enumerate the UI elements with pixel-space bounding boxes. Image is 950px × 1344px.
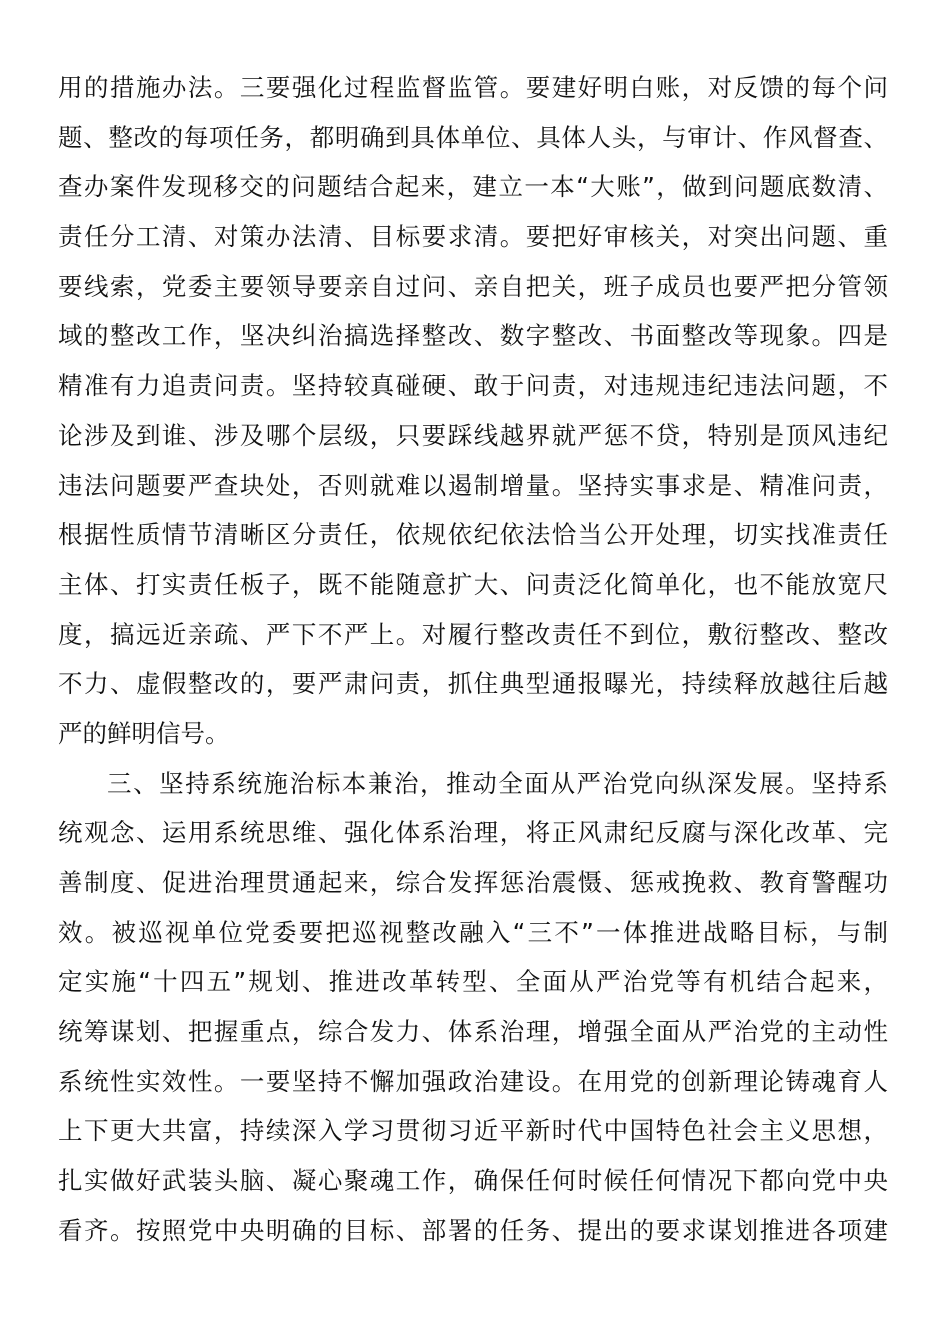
text-line: 统观念、运用系统思维、强化体系治理，将正风肃纪反腐与深化改革、完 bbox=[58, 818, 888, 848]
text-line: 效。被巡视单位党委要把巡视整改融入“三不”一体推进战略目标，与制 bbox=[58, 917, 888, 947]
text-line: 善制度、促进治理贯通起来，综合发挥惩治震慑、惩戒挽救、教育警醒功 bbox=[58, 868, 888, 897]
text-line: 统筹谋划、把握重点，综合发力、体系治理，增强全面从严治党的主动性 bbox=[58, 1017, 888, 1047]
text-line: 定实施“十四五”规划、推进改革转型、全面从严治党等有机结合起来， bbox=[58, 967, 888, 997]
text-line: 查办案件发现移交的问题结合起来，建立一本“大账”，做到问题底数清、 bbox=[58, 172, 888, 202]
text-line: 看齐。按照党中央明确的目标、部署的任务、提出的要求谋划推进各项建 bbox=[58, 1215, 888, 1245]
paragraph-accountability bbox=[58, 63, 888, 759]
section-heading-line: 三、坚持系统施治标本兼治，推动全面从严治党向纵深发展。坚持系 bbox=[107, 768, 888, 798]
text-line: 上下更大共富，持续深入学习贯彻习近平新时代中国特色社会主义思想， bbox=[58, 1116, 888, 1146]
text-line: 用的措施办法。三要强化过程监督监管。要建好明白账，对反馈的每个问 bbox=[58, 73, 888, 102]
text-line: 根据性质情节清晰区分责任，依规依纪依法恰当公开处理，切实找准责任 bbox=[58, 520, 888, 550]
text-line: 域的整改工作，坚决纠治搞选择整改、数字整改、书面整改等现象。四是 bbox=[58, 321, 888, 351]
document-body bbox=[58, 63, 888, 1256]
text-line: 不力、虚假整改的，要严肃问责，抓住典型通报曝光，持续释放越往后越 bbox=[58, 669, 888, 699]
text-line: 度，搞远近亲疏、严下不严上。对履行整改责任不到位，敷衍整改、整改 bbox=[58, 619, 888, 649]
text-line: 题、整改的每项任务，都明确到具体单位、具体人头，与审计、作风督查、 bbox=[58, 122, 888, 152]
text-line: 论涉及到谁、涉及哪个层级，只要踩线越界就严惩不贷，特别是顶风违纪 bbox=[58, 420, 888, 450]
paragraph-systematic-governance bbox=[58, 759, 888, 1256]
text-line: 扎实做好武装头脑、凝心聚魂工作，确保任何时候任何情况下都向党中央 bbox=[58, 1166, 888, 1196]
text-line: 责任分工清、对策办法清、目标要求清。要把好审核关，对突出问题、重 bbox=[58, 222, 888, 252]
text-line: 严的鲜明信号。 bbox=[58, 718, 230, 748]
text-line: 主体、打实责任板子，既不能随意扩大、问责泛化简单化，也不能放宽尺 bbox=[58, 569, 888, 599]
text-line: 违法问题要严查块处，否则就难以遏制增量。坚持实事求是、精准问责， bbox=[58, 470, 888, 500]
text-line: 精准有力追责问责。坚持较真碰硬、敢于问责，对违规违纪违法问题，不 bbox=[58, 371, 888, 401]
text-line: 要线索，党委主要领导要亲自过问、亲自把关，班子成员也要严把分管领 bbox=[58, 271, 888, 301]
text-line: 系统性实效性。一要坚持不懈加强政治建设。在用党的创新理论铸魂育人 bbox=[58, 1066, 888, 1096]
